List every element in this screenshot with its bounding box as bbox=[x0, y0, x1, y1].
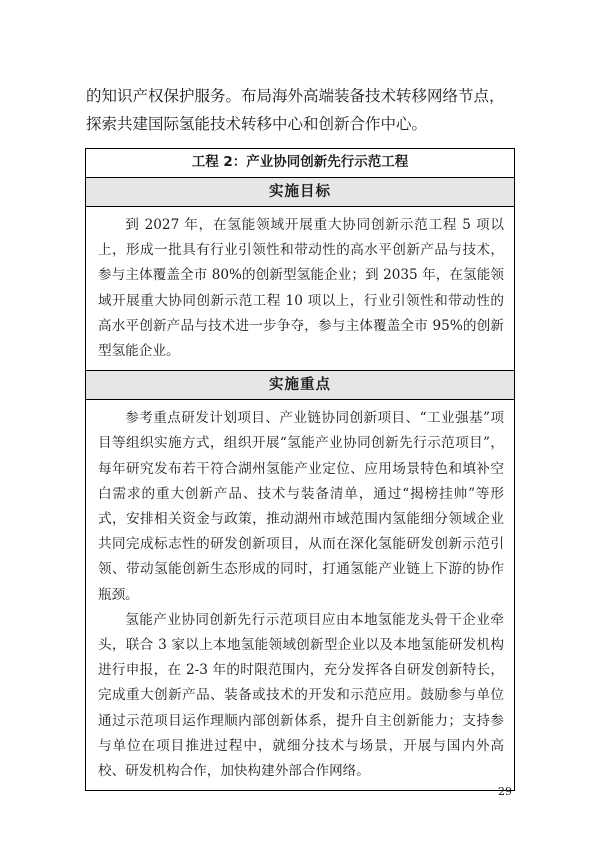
focus-cell bbox=[86, 399, 514, 790]
intro-line-2: 探索共建国际氢能技术转移中心和创新合作中心。 bbox=[86, 115, 428, 133]
intro-text bbox=[86, 82, 526, 138]
project-title: 工程 2：产业协同创新先行示范工程 bbox=[191, 154, 409, 170]
goal-cell bbox=[86, 206, 514, 370]
intro-line-1: 的知识产权保护服务。布局海外高端装备技术转移网络节点， bbox=[86, 87, 505, 105]
focus-heading: 实施重点 bbox=[86, 370, 514, 399]
page-number: 29 bbox=[498, 785, 512, 798]
focus-paragraph: 氢能产业协同创新先行示范项目应由本地氢能龙头骨干企业牵头，联合 3 家以上本地氢能领域创新型企业以及本地氢能研发机构进行申报，在 2-3 年的时限范围内，充分发挥各自研发创新特长，完成重大创新产品、装备或技术的开发和示范应用。鼓励参与单位通过示范项目运作理顺内部创新体系，提升自主创新能力；支持参与单位在项目推进过程中，就细分技术与场景，开展与国内外高校、研发机构合作，加快构建外部合作网络。 bbox=[98, 611, 504, 780]
goal-text: 到 2027 年，在氢能领域开展重大协同创新示范工程 5 项以上，形成一批具有行业引领性和带动性的高水平创新产品与技术，参与主体覆盖全市 80%的创新型氢能企业；到 2035 年，在氢能领域开展重大协同创新示范工程 10 项以上，行业引领性和带动性的高水平创新产品与技术进一步争夺，参与主体覆盖全市 95%的创新型氢能企业。 bbox=[98, 217, 504, 360]
project-box bbox=[85, 148, 515, 791]
focus-paragraph: 参考重点研发计划项目、产业链协同创新项目、“工业强基”项目等组织实施方式，组织开展“氢能产业协同创新先行示范项目”，每年研究发布若干符合湖州氢能产业定位、应用场景特色和填补空白需求的重大创新产品、技术与装备清单，通过“揭榜挂帅”等形式，安排相关资金与政策，推动湖州市域范围内氢能细分领域企业共同完成标志性的研发创新项目，从而在深化氢能研发创新示范引领、带动氢能创新生态形成的同时，打通氢能产业链上下游的协作瓶颈。 bbox=[98, 410, 504, 603]
goal-heading: 实施目标 bbox=[86, 177, 514, 206]
